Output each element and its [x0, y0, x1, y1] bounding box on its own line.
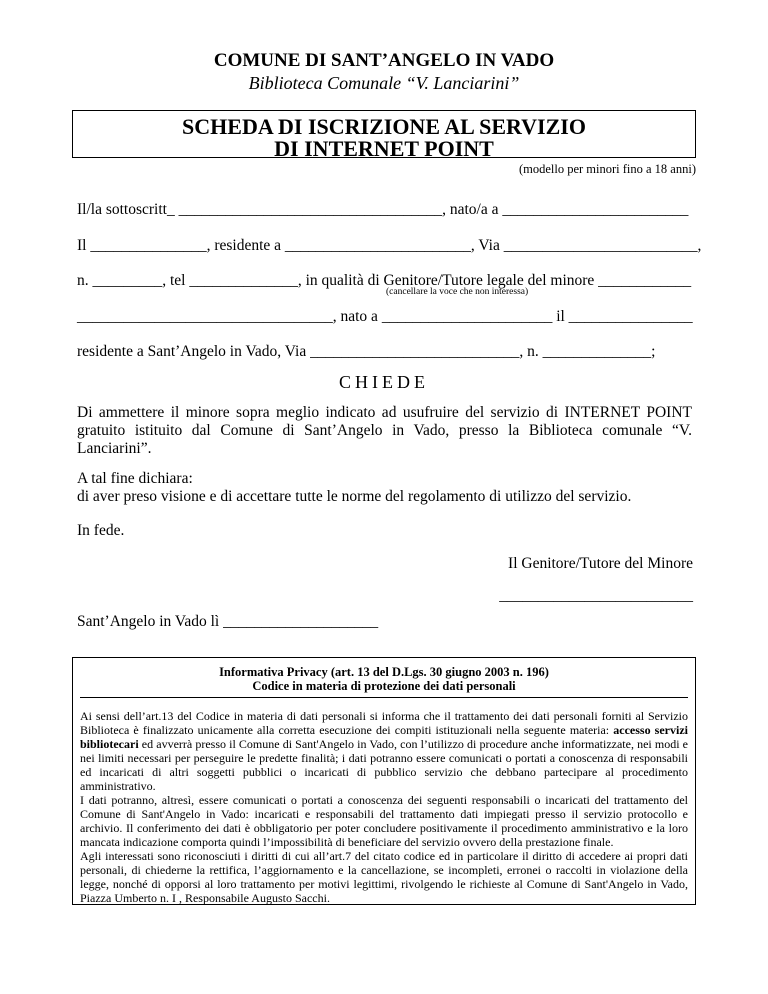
- declare-intro: A tal fine dichiara:: [77, 470, 193, 487]
- field-line-guardian: n. _________, tel ______________, in qualità di Genitore/Tutore legale del minore ____________: [77, 272, 692, 289]
- declare-text: di aver preso visione e di accettare tutte le norme del regolamento di utilizzo del servizio.: [77, 488, 632, 505]
- field-line-minor: _________________________________, nato a ______________________ il ________________: [77, 308, 693, 325]
- privacy-paragraph-3: Agli interessati sono riconosciuti i diritti di cui all’art.7 del citato codice ed in particolare il diritto di accedere ai propri dati personali, di chiederne la rettifica, l’aggiornamento e la cancellazione, se incompleti, erronei o raccolti in violazione della legge, nonché di opporsi al loro trattamento per motivi legittimi, rivolgendo le richieste al Comune di Sant'Angelo in Vado, Piazza Umberto n. I , Responsabile Augusto Sacchi.: [80, 849, 688, 905]
- guardian-note: (cancellare la voce che non interessa): [386, 287, 529, 297]
- municipality-title: COMUNE DI SANT’ANGELO IN VADO: [213, 50, 555, 71]
- request-text: Di ammettere il minore sopra meglio indicato ad usufruire del servizio di INTERNET POINT gratuito istituito dal Comune di Sant’Angelo in Vado, presso la Biblioteca comunale “V. Lanciarini”.: [77, 404, 692, 457]
- request-heading: CHIEDE: [339, 372, 429, 392]
- field-line-applicant: Il/la sottoscritt_ __________________________________, nato/a a ________________________: [77, 201, 689, 218]
- privacy-paragraph-2: I dati potranno, altresì, essere comunicati o portati a conoscenza dei seguenti responsabili o incaricati del trattamento del Comune di Sant'Angelo in Vado: incaricati e responsabili del trattamento dati impiegati presso il servizio protocollo e archivio. Il conferimento dei dati è obbligatorio per poter concludere positivamente il procedimento amministrativo e la loro mancata indicazione comporta quindi l’impossibilità di beneficiare del servizio ovvero della prestazione finale.: [80, 793, 688, 849]
- signature-line: _________________________: [499, 587, 693, 604]
- privacy-subtitle: Codice in materia di protezione dei dati personali: [252, 679, 516, 693]
- privacy-highlight: accesso servizi bibliotecari: [80, 723, 688, 751]
- form-title-line2: DI INTERNET POINT: [274, 136, 494, 161]
- form-title-line1: SCHEDA DI ISCRIZIONE AL SERVIZIO: [182, 114, 586, 139]
- library-subtitle: Biblioteca Comunale “V. Lanciarini”: [248, 73, 520, 93]
- form-title-box: [72, 110, 696, 161]
- signature-label: Il Genitore/Tutore del Minore: [508, 555, 693, 572]
- in-fede: In fede.: [77, 522, 125, 539]
- field-line-residence: Il _______________, residente a ________________________, Via _________________________,: [77, 237, 702, 254]
- field-line-minor-address: residente a Sant’Angelo in Vado, Via ___________________________, n. ______________;: [77, 343, 656, 360]
- privacy-body: [80, 697, 688, 905]
- place-date: Sant’Angelo in Vado lì ____________________: [77, 613, 379, 630]
- privacy-title: Informativa Privacy (art. 13 del D.Lgs. 30 giugno 2003 n. 196): [219, 665, 549, 679]
- model-note: (modello per minori fino a 18 anni): [518, 162, 696, 176]
- privacy-notice: [72, 657, 696, 905]
- privacy-paragraph-1: Ai sensi dell’art.13 del Codice in materia di dati personali si informa che il trattamento dei dati personali forniti al Servizio Biblioteca è finalizzato unicamente alla corretta esecuzione dei compiti istituzionali nella seguente materia: accesso servizi bibliotecari ed avverrà presso il Comune di Sant'Angelo in Vado, con l’utilizzo di procedure anche informatizzate, nei modi e nei limiti necessari per perseguire le predette finalità; i dati potranno essere comunicati o portati a conoscenza di responsabili ed incaricati di altri soggetti pubblici o incaricati di pubblico servizio che debbano partecipare al procedimento amministrativo.: [80, 709, 688, 793]
